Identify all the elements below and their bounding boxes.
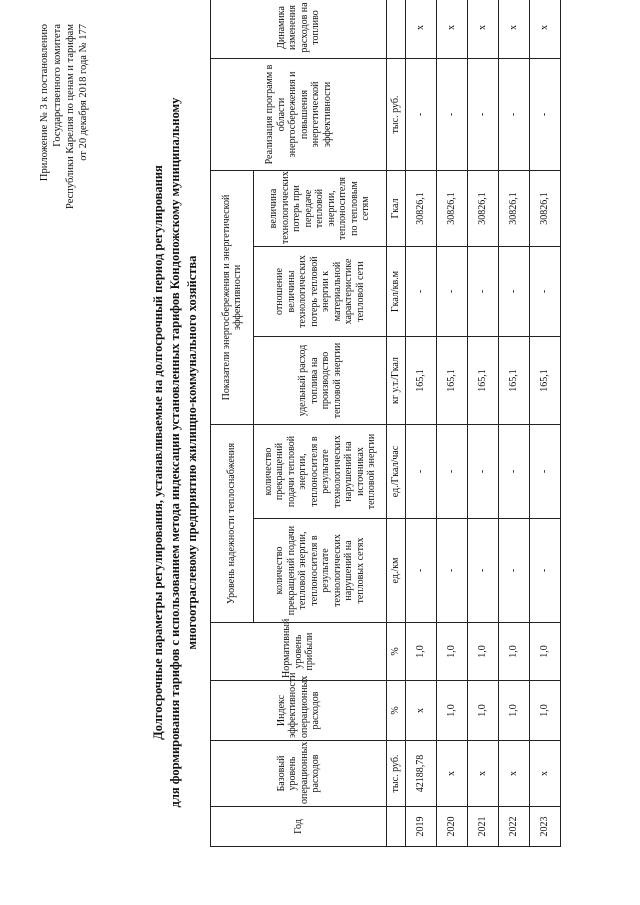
table-cell: - bbox=[406, 247, 437, 337]
unit-cell bbox=[387, 0, 406, 59]
units-row bbox=[387, 0, 406, 847]
table-cell: - bbox=[499, 425, 530, 519]
table-cell: 1,0 bbox=[468, 681, 499, 741]
table-cell: x bbox=[468, 0, 499, 59]
table-cell: - bbox=[499, 247, 530, 337]
table-cell: - bbox=[499, 519, 530, 623]
table-cell: 30826,1 bbox=[530, 171, 561, 247]
header-loss-ratio: отношение величины технологических потерь тепловой энергии к материальной характеристике тепловой сети bbox=[254, 247, 387, 337]
table-cell: 165,1 bbox=[468, 337, 499, 425]
table-cell: 30826,1 bbox=[499, 171, 530, 247]
table-cell: 1,0 bbox=[499, 681, 530, 741]
appendix-line: Приложение № 3 к постановлению bbox=[39, 24, 50, 182]
unit-cell: Гкал bbox=[387, 171, 406, 247]
table-cell: 1,0 bbox=[530, 681, 561, 741]
table-cell: 1,0 bbox=[406, 623, 437, 681]
appendix-line: Государственного комитета bbox=[52, 24, 64, 147]
appendix-line: Республики Карелия по ценам и тарифам bbox=[65, 24, 77, 209]
table-cell: x bbox=[468, 741, 499, 807]
unit-cell: кг у.т./Гкал bbox=[387, 337, 406, 425]
appendix-line: от 20 декабря 2018 года № 177 bbox=[78, 24, 90, 161]
header-source-interruptions: количество прекращений подачи тепловой энергии, теплоносителя в результате технологических нарушений на источниках тепловой энергии bbox=[254, 425, 387, 519]
table-cell: - bbox=[437, 59, 468, 171]
unit-cell: ед./км bbox=[387, 519, 406, 623]
unit-cell: ед./Гкал/час bbox=[387, 425, 406, 519]
parameters-table bbox=[210, 0, 561, 847]
header-year: Год bbox=[211, 807, 387, 847]
header-profit-level: Нормативный уровень прибыли bbox=[211, 623, 387, 681]
table-cell: x bbox=[406, 0, 437, 59]
table-cell: 1,0 bbox=[530, 623, 561, 681]
header-fuel-consumption: удельный расход топлива на производство тепловой энергии bbox=[254, 337, 387, 425]
table-cell: - bbox=[406, 425, 437, 519]
table-cell: 165,1 bbox=[530, 337, 561, 425]
unit-cell bbox=[387, 807, 406, 847]
table-cell: - bbox=[530, 425, 561, 519]
table-cell: 1,0 bbox=[437, 623, 468, 681]
table-cell: 30826,1 bbox=[437, 171, 468, 247]
year-cell: 2023 bbox=[530, 807, 561, 847]
document-title bbox=[150, 40, 201, 865]
table-cell: - bbox=[468, 247, 499, 337]
header-energy-efficiency: Показатели энергосбережения и энергетической эффективности bbox=[211, 171, 254, 425]
table-cell: x bbox=[499, 0, 530, 59]
title-line: для формирования тарифов с использованием метода индексации установленных тарифов Кондопожскому муниципальному bbox=[167, 97, 182, 808]
header-programs: Реализация программ в области энергосбережения и повышения энергетической эффективности bbox=[211, 59, 387, 171]
table-cell: - bbox=[468, 59, 499, 171]
table-cell: 30826,1 bbox=[468, 171, 499, 247]
year-cell: 2022 bbox=[499, 807, 530, 847]
header-efficiency-index: Индекс эффективности операционных расходов bbox=[211, 681, 387, 741]
title-line: многоотраслевому предприятию жилищно-коммунального хозяйства bbox=[184, 255, 199, 650]
table-cell: x bbox=[530, 741, 561, 807]
table-cell: x bbox=[530, 0, 561, 59]
appendix-note bbox=[38, 24, 91, 294]
unit-cell: % bbox=[387, 623, 406, 681]
table-row bbox=[468, 0, 499, 847]
table-cell: 42188,78 bbox=[406, 741, 437, 807]
table-row bbox=[530, 0, 561, 847]
table-cell: - bbox=[499, 59, 530, 171]
year-cell: 2019 bbox=[406, 807, 437, 847]
unit-cell: Гкал/кв.м bbox=[387, 247, 406, 337]
table-cell: 30826,1 bbox=[406, 171, 437, 247]
table-cell: x bbox=[406, 681, 437, 741]
header-technological-losses: величина технологических потерь при передаче тепловой энергии, теплоносителя по тепловым сетям bbox=[254, 171, 387, 247]
table-cell: - bbox=[530, 519, 561, 623]
table-cell: - bbox=[437, 425, 468, 519]
header-base-opex: Базовый уровень операционных расходов bbox=[211, 741, 387, 807]
table-cell: x bbox=[499, 741, 530, 807]
table-row bbox=[437, 0, 468, 847]
unit-cell: тыс. руб. bbox=[387, 59, 406, 171]
table-cell: - bbox=[406, 59, 437, 171]
unit-cell: тыс. руб. bbox=[387, 741, 406, 807]
table-cell: - bbox=[406, 519, 437, 623]
table-cell: 165,1 bbox=[437, 337, 468, 425]
table-cell: - bbox=[468, 519, 499, 623]
table-cell: 1,0 bbox=[468, 623, 499, 681]
table-cell: 1,0 bbox=[499, 623, 530, 681]
unit-cell: % bbox=[387, 681, 406, 741]
table-row bbox=[499, 0, 530, 847]
header-fuel-dynamics: Динамика изменения расходов на топливо bbox=[211, 0, 387, 59]
table-cell: 165,1 bbox=[499, 337, 530, 425]
year-cell: 2021 bbox=[468, 807, 499, 847]
table-cell: - bbox=[437, 519, 468, 623]
table-cell: - bbox=[437, 247, 468, 337]
table-cell: x bbox=[437, 0, 468, 59]
table-cell: - bbox=[468, 425, 499, 519]
header-reliability: Уровень надежности теплоснабжения bbox=[211, 425, 254, 623]
title-line: Долгосрочные параметры регулирования, устанавливаемые на долгосрочный период регулирования bbox=[151, 165, 165, 740]
table-cell: 165,1 bbox=[406, 337, 437, 425]
header-network-interruptions: количество прекращений подачи тепловой энергии, теплоносителя в результате технологических нарушений на тепловых сетях bbox=[254, 519, 387, 623]
table-cell: - bbox=[530, 247, 561, 337]
table-cell: - bbox=[530, 59, 561, 171]
table-cell: 1,0 bbox=[437, 681, 468, 741]
table-cell: x bbox=[437, 741, 468, 807]
table-row bbox=[406, 0, 437, 847]
year-cell: 2020 bbox=[437, 807, 468, 847]
